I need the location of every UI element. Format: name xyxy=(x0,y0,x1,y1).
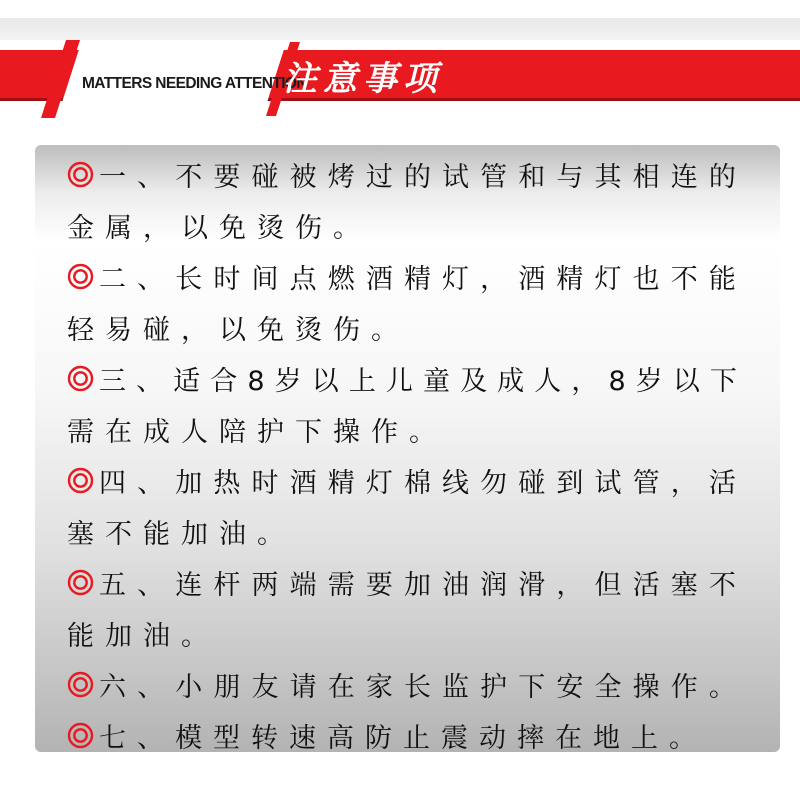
notice-text: 能加油。 xyxy=(67,621,219,652)
notice-item-line-first xyxy=(67,353,767,404)
notice-item-line-first xyxy=(67,251,767,302)
notice-item-line-continued xyxy=(67,404,767,455)
double-circle-icon xyxy=(67,722,94,749)
double-circle-icon xyxy=(67,671,94,698)
banner-chinese-title: 注意事项 xyxy=(283,59,443,99)
double-circle-icon xyxy=(67,467,94,494)
notice-text: 七、模型转速高防止震动摔在地上。 xyxy=(99,723,707,752)
notice-text: 塞不能加油。 xyxy=(67,519,295,550)
top-decor-strip xyxy=(0,18,800,40)
double-circle-icon xyxy=(67,161,94,188)
notice-text: 四、加热时酒精灯棉线勿碰到试管，活 xyxy=(99,468,747,499)
notice-text: 六、小朋友请在家长监护下安全操作。 xyxy=(99,672,747,703)
notice-item-line-continued xyxy=(67,506,767,557)
notice-item-line-first xyxy=(67,659,767,710)
header-banner xyxy=(0,40,800,118)
double-circle-icon xyxy=(67,263,94,290)
notice-text: 一、不要碰被烤过的试管和与其相连的 xyxy=(99,162,747,193)
notice-item-line-continued xyxy=(67,200,767,251)
notice-text: 金属，以免烫伤。 xyxy=(67,213,371,244)
notice-item-line-continued xyxy=(67,302,767,353)
notice-text: 五、连杆两端需要加油润滑，但活塞不 xyxy=(99,570,747,601)
notice-text: 三、适合8岁以上儿童及成人，8岁以下 xyxy=(99,366,747,397)
notice-item-line-continued xyxy=(67,608,767,659)
notice-item-line-first xyxy=(67,455,767,506)
banner-english-title: MATTERS NEEDING ATTENTION xyxy=(82,75,307,92)
notice-item-line-first xyxy=(67,557,767,608)
notice-text: 需在成人陪护下操作。 xyxy=(67,417,447,448)
notice-list xyxy=(67,149,767,752)
double-circle-icon xyxy=(67,569,94,596)
notice-item-line-first xyxy=(67,149,767,200)
notice-item-line-first xyxy=(67,710,767,752)
notice-panel xyxy=(35,145,780,752)
banner-graphic xyxy=(0,40,800,118)
double-circle-icon xyxy=(67,365,94,392)
notice-text: 二、长时间点燃酒精灯，酒精灯也不能 xyxy=(99,264,747,295)
notice-text: 轻易碰，以免烫伤。 xyxy=(67,315,409,346)
